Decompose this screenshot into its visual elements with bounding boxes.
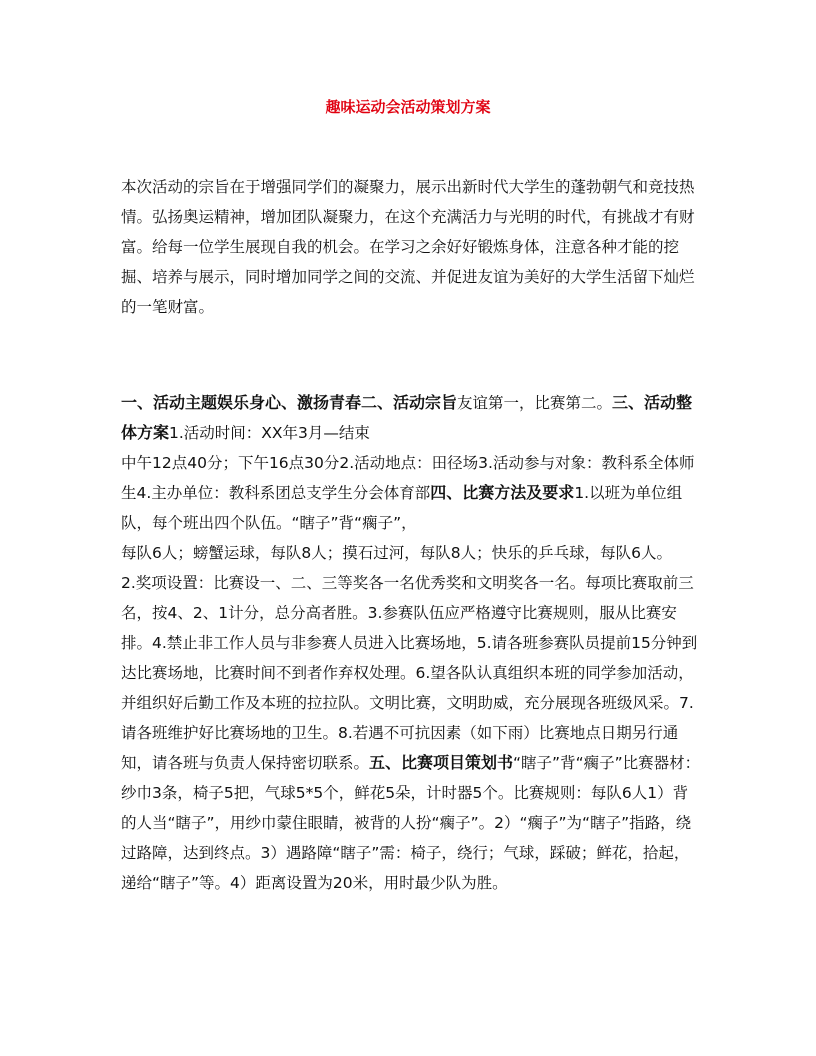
section-text-3: 中午12点40分；下午16点30分2.活动地点：田径场3.活动参与对象：教科系全体师生4.主办单位：教科系团总支学生分会体育部 [121, 454, 695, 502]
section-heading-1: 一、活动主题娱乐身心、激扬青春二、活动宗旨 [121, 393, 458, 412]
section-text-2: 1.活动时间：XX年3月—结束 [169, 424, 370, 442]
section-text-6: 2.奖项设置：比赛设一、二、三等奖各一名优秀奖和文明奖各一名。每项比赛取前三名，按4、2、1计分，总分高者胜。3.参赛队伍应严格遵守比赛规则，服从比赛安排。4.禁止非工作人员与非参赛人员进入比赛场地，5.请各班参赛队员提前15分钟到达比赛场地，比赛时间不到者作弃权处理。6.望各队认真组织本班的同学参加活动，并组织好后勤工作及本班的拉拉队。文明比赛，文明助威，充分展现各班级风采。7.请各班维护好比赛场地的卫生。8.若遇不可抗因素（如下雨）比赛地点日期另行通知，请各班与负责人保持密切联系。 [121, 574, 698, 772]
section-heading-3: 四、比赛方法及要求 [430, 483, 575, 502]
page-title: 趣味运动会活动策划方案 [325, 98, 491, 116]
section-heading-4: 五、比赛项目策划书 [369, 753, 514, 772]
section-text-5: 每队6人；螃蟹运球，每队8人；摸石过河，每队8人；快乐的乒乓球，每队6人。 [121, 544, 672, 562]
section-text-1: 友谊第一，比赛第二。 [457, 394, 613, 412]
section-heading-2: 三、活动整体方案 [121, 393, 693, 442]
intro-paragraph: 本次活动的宗旨在于增强同学们的凝聚力，展示出新时代大学生的蓬勃朝气和竞技热情。弘扬奥运精神，增加团队凝聚力，在这个充满活力与光明的时代，有挑战才有财富。给每一位学生展现自我的机会。在学习之余好好锻炼身体，注意各种才能的挖掘、培养与展示，同时增加同学之间的交流、并促进友谊为美好的大学生活留下灿烂的一笔财富。 [121, 178, 695, 316]
section-text-7: “瞎子”背“瘸子”比赛器材：纱巾3条，椅子5把，气球5*5个，鲜花5朵，计时器5个。比赛规则：每队6人1）背的人当“瞎子”，用纱巾蒙住眼睛，被背的人扮“瘸子”。2）“瘸子”为“瞎子”指路，绕过路障，达到终点。3）遇路障“瞎子”需：椅子，绕行；气球，踩破；鲜花，拾起，递给“瞎子”等。4）距离设置为20米，用时最少队为胜。 [121, 754, 701, 892]
body-paragraph [121, 388, 701, 898]
section-text-4: 1.以班为单位组队，每个班出四个队伍。“瞎子”背“瘸子”， [121, 484, 683, 532]
section-text-3-wrap [121, 448, 701, 538]
